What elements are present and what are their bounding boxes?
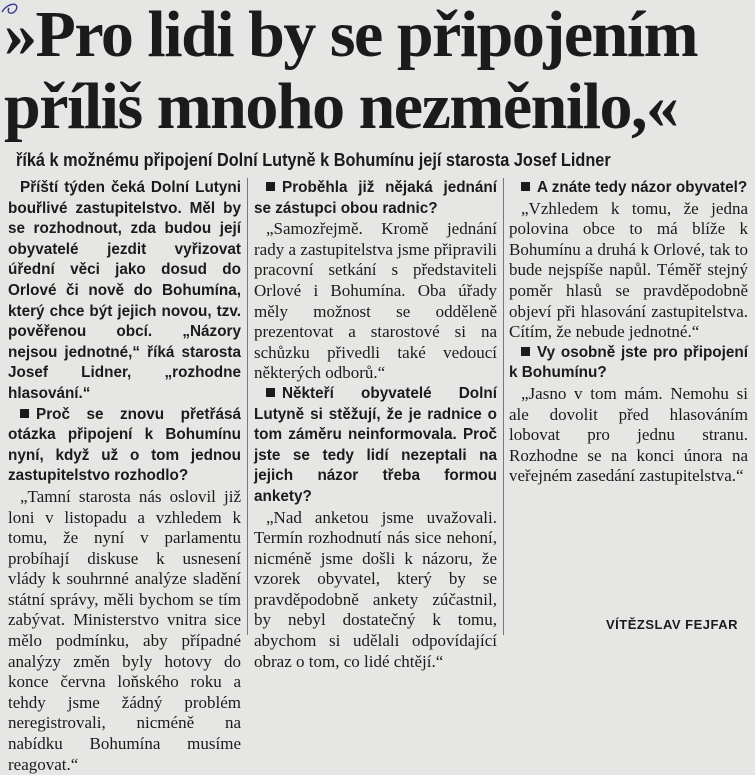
lead-paragraph: Příští týden čeká Dolní Lutyni bouřlivé zastupitelstvo. Měl by se rozhodnout, zda budou její obyvatelé jezdit vyřizovat úřední věci jako dosud do Orlové či nově do Bohumína, který chce být jejich novou, tzv. pověřenou obcí. „Názory nejsou jednotné,“ říká starosta Josef Lidner, „rozhodne hlasování.“ <box>8 179 241 402</box>
answer-3: „Nad anketou jsme uvažovali. Termín rozhodnutí nás sice nehoní, nicméně jsme došli k názoru, že vzorek obyvatel, který by se pravděpodobně ankety zúčastnil, by nebyl dostatečný k tomu, abychom si udělali odpovídající obraz o tom, co lidé chtějí.“ <box>254 507 497 671</box>
question-5-text: Vy osobně jste pro připojení k Bohumínu? <box>509 343 748 382</box>
subtitle: říká k možnému připojení Dolní Lutyně k Bohumínu její starosta Josef Lidner <box>16 150 611 170</box>
square-bullet-icon <box>20 409 29 418</box>
column-3 <box>509 178 748 635</box>
byline: VÍTĚZSLAV FEJFAR <box>606 617 738 632</box>
question-5 <box>509 343 748 384</box>
answer-5: „Jasno v tom mám. Nemohu si ale dovolit před hlasováním lobovat pro jednu stranu. Rozhodne se na konci února na veřejném zasedání zastupitelstva.“ <box>509 383 748 486</box>
answer-4: „Vzhledem k tomu, že jedna polovina obce to má blíže k Bohumínu a druhá k Orlové, tak to bude nejspíše napůl. Téměř stejný poměr hlasů se pravděpodobně objeví při hlasování zastupitelstva. Cítím, že nebude jednotné.“ <box>509 198 748 342</box>
answer-1-text: „Tamní starosta nás oslovil již loni v listopadu a vzhledem k tomu, že nyní v parlamentu probíhají diskuse k usnesení vlády k souhrnné analýze sladění státní správy, měli bychom se tím zabývat. Ministerstvo vnitra sice mělo podmínku, aby případné analýzy změn byly hotovy do konce června loňského roku a tehdy jsme žádný problém neregistrovali, nicméně na nabídku Bohumína musíme reagovat.“ <box>8 486 241 774</box>
question-3-text: Někteří obyvatelé Dolní Lutyně si stěžují, že je radnice o tom záměru neinformovala. Proč jste se tedy lidí nezeptali na jejich názor třeba formou ankety? <box>254 384 497 505</box>
answer-1 <box>8 487 241 775</box>
column-rule <box>503 178 504 635</box>
square-bullet-icon <box>266 182 275 191</box>
square-bullet-icon <box>521 182 530 191</box>
headline-line-1: »Pro lidi by se připojením <box>4 0 698 71</box>
question-4 <box>509 178 748 199</box>
column-1 <box>8 178 241 774</box>
square-bullet-icon <box>266 388 275 397</box>
question-2 <box>254 178 497 219</box>
column-2 <box>254 178 497 671</box>
question-2-text: Proběhla již nějaká jednání se zástupci obou radnic? <box>254 179 497 217</box>
question-1 <box>8 405 241 487</box>
column-rule <box>247 178 248 635</box>
answer-2: „Samozřejmě. Kromě jednání rady a zastupitelstva jsme připravili pracovní setkání s představiteli Orlové i Bohumína. Oba úřady měly možnost se odděleně prezentovat a starostové si na schůzku přivedli také vedoucí některých odborů.“ <box>254 219 497 383</box>
square-bullet-icon <box>521 347 530 356</box>
headline-line-2: příliš mnoho nezměnilo,« <box>4 70 678 143</box>
question-4-text: A znáte tedy názor obyvatel? <box>537 179 748 196</box>
question-3 <box>254 384 497 508</box>
question-1-text: Proč se znovu přetřásá otázka připojení k Bohumínu nyní, když už o tom jednou zastupitelstvo rozhodlo? <box>8 405 241 485</box>
